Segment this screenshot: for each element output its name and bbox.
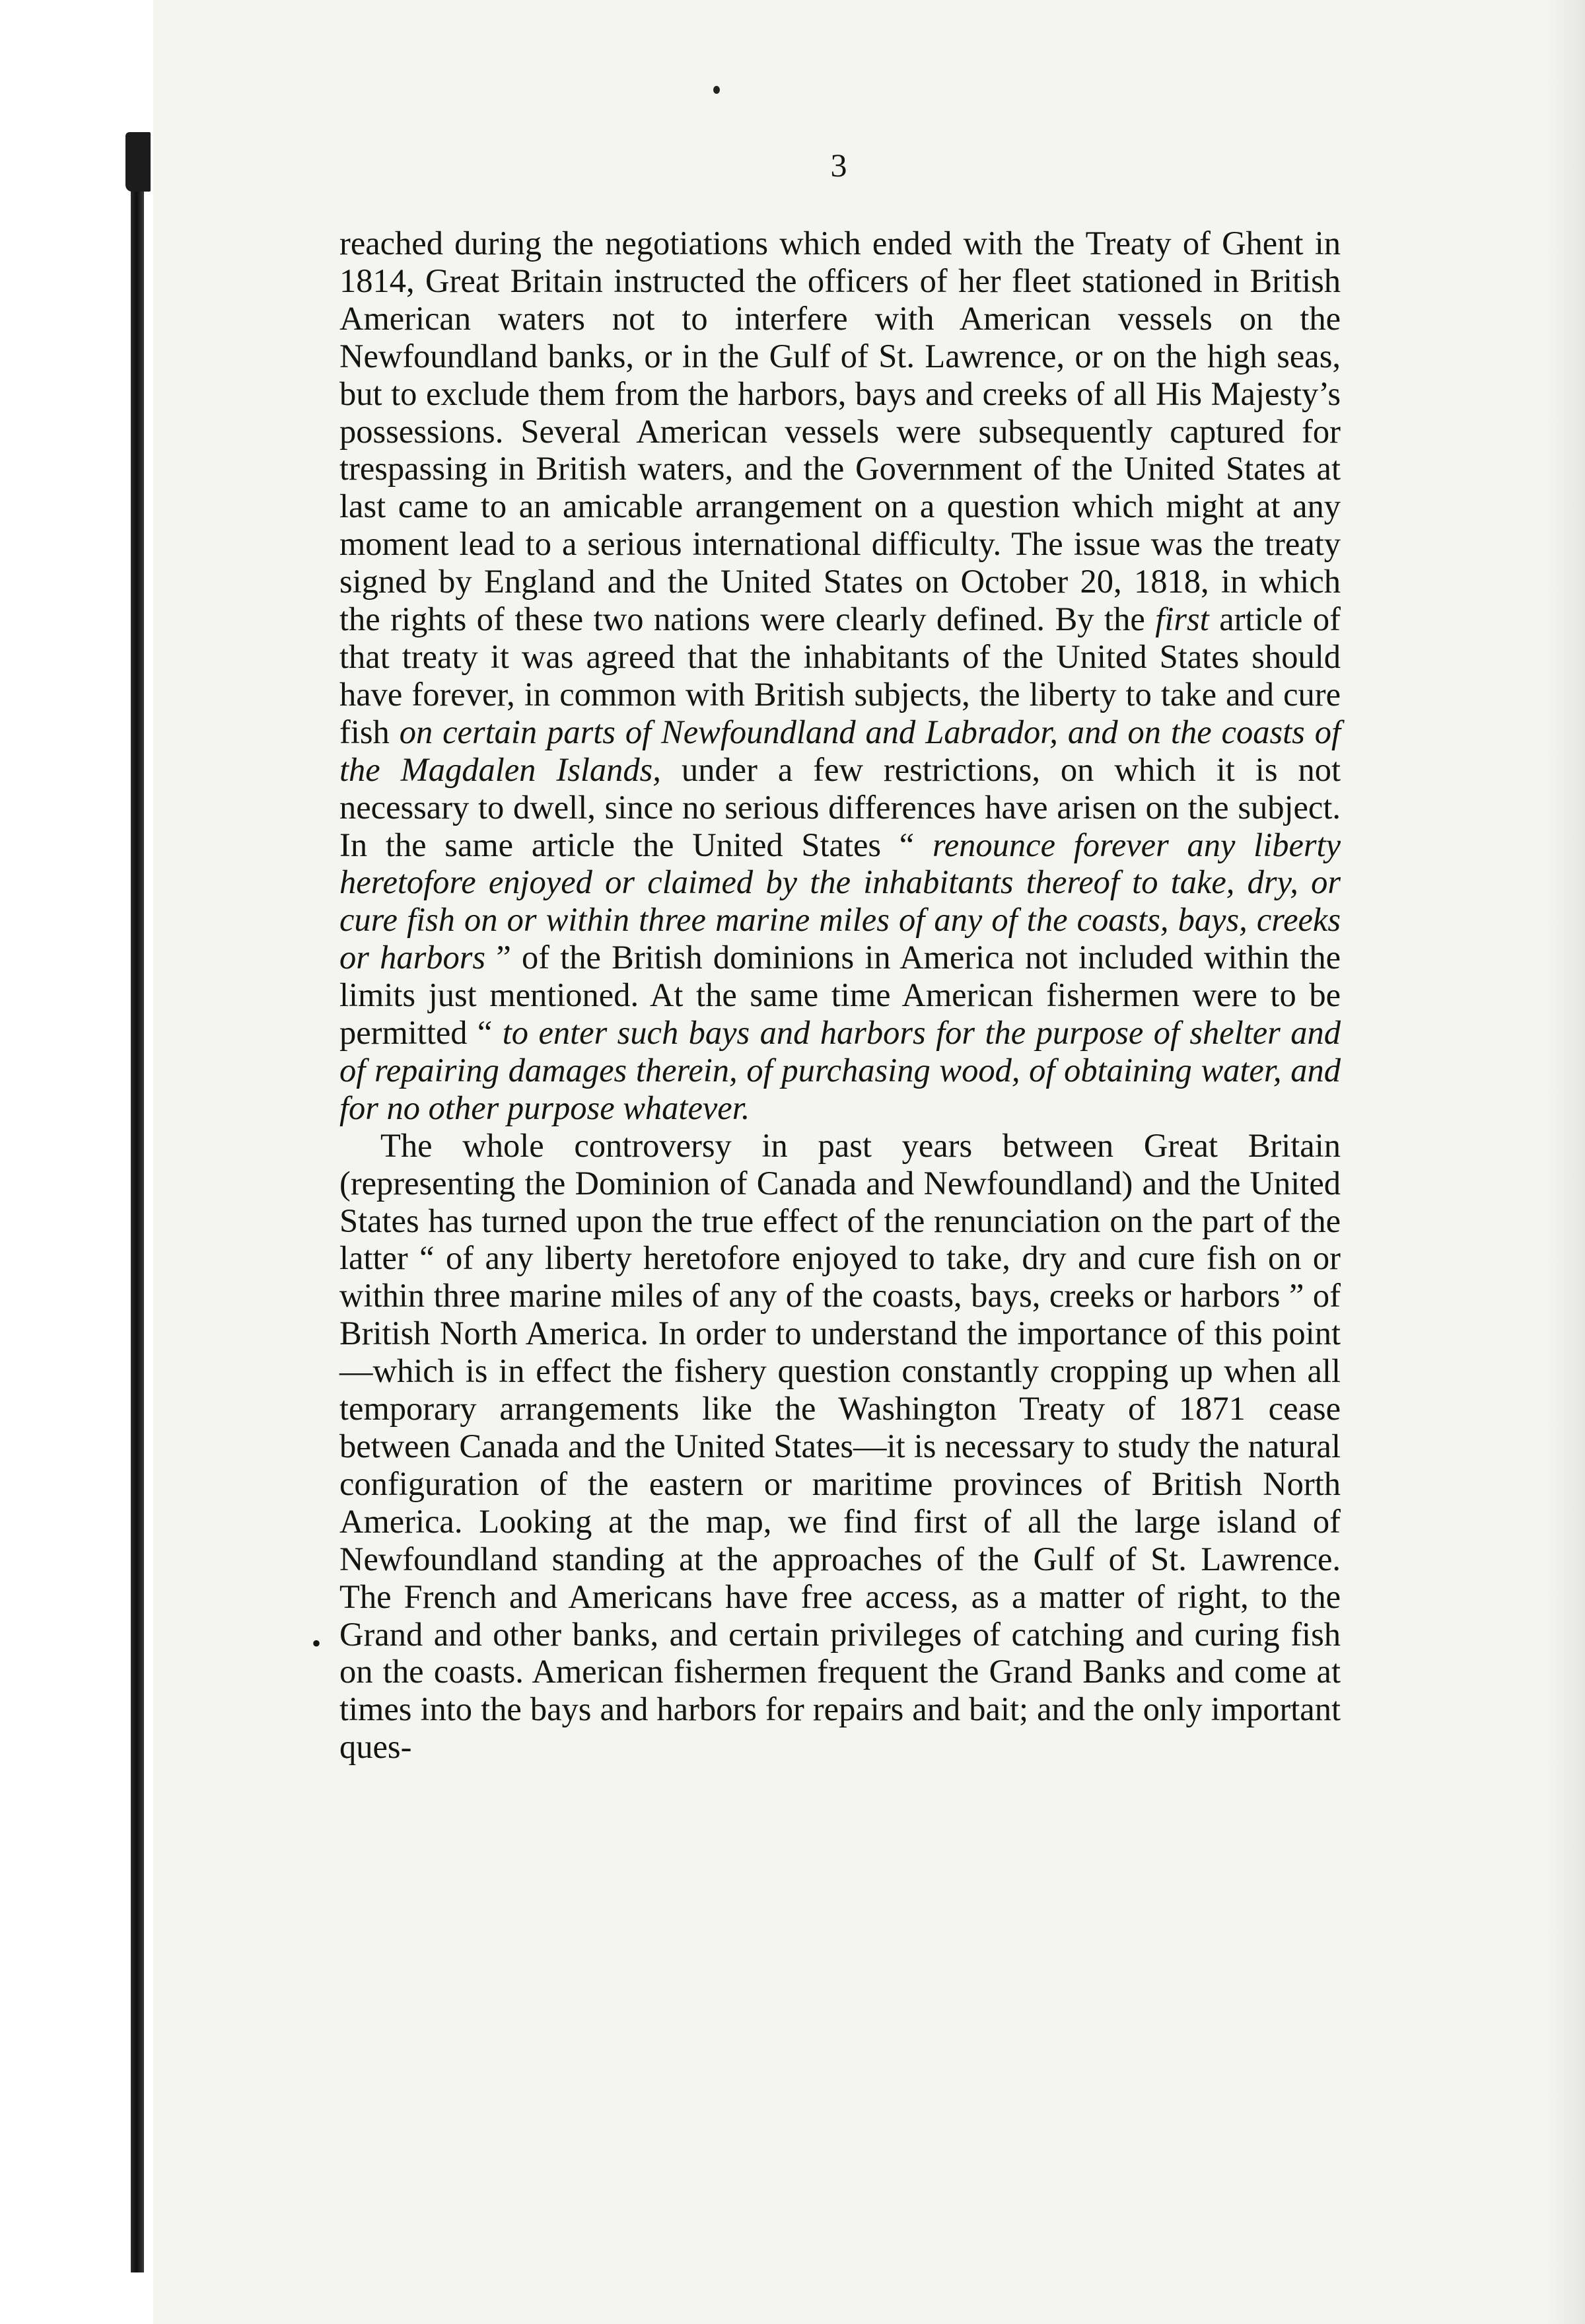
binding-edge	[131, 139, 144, 2272]
text-run-italic: on certain parts of Newfoundland and Labrador, and on the coasts of the Magdalen Islands,	[339, 713, 1341, 788]
text-run: under a few restrictions, on which it is not necessary to dwell, since no serious differences have arisen on the subject. In the same article the United States “	[339, 750, 1341, 863]
page-edge-shadow	[1545, 0, 1585, 2324]
text-run: article of that treaty it was agreed that the inhabitants of the United States should have forever, in common with British subjects, the liberty to take and cure fish	[339, 600, 1341, 750]
text-run: The whole controversy in past years between Great Britain (representing the Dominion of Canada and Newfoundland) and the United States has turned upon the true effect of the renunciation on the part of the latter “ of any liberty heretofore enjoyed to take, dry and cure fish on or within three marine miles of any of the coasts, bays, creeks or harbors ” of British North America. In order to understand the importance of this point—which is in effect the fishery question constantly cropping up when all temporary arrangements like the Washington Treaty of 1871 cease between Canada and the United States—it is necessary to study the natural configuration of the eastern or maritime provinces of British North America. Looking at the map, we find first of all the large island of Newfoundland standing at the approaches of the Gulf of St. Lawrence. The French and Americans have free access, as a matter of right, to the Grand and other banks, and certain privileges of catching and curing fish on the coasts. American fishermen frequent the Grand Banks and come at times into the bays and harbors for repairs and bait; and the only important ques-	[339, 1126, 1341, 1766]
text-run-italic: renounce forever any liberty heretofore enjoyed or claimed by the inhabitants thereof to take, dry, or cure fish on or within three marine miles of any of the coasts, bays, creeks or harbors	[339, 826, 1341, 976]
text-run-italic: to enter such bays and harbors for the purpose of shelter and of repairing damages therein, of purchasing wood, of obtaining water, and for no other purpose whatever.	[339, 1014, 1341, 1126]
paragraph-treaty-history	[339, 225, 1341, 1127]
text-run: reached during the negotiations which ended with the Treaty of Ghent in 1814, Great Britain instructed the officers of her fleet stationed in British American waters not to interfere with American vessels on the Newfoundland banks, or in the Gulf of St. Lawrence, or on the high seas, but to exclude them from the harbors, bays and creeks of all His Majesty’s possessions. Several American vessels were subsequently captured for trespassing in British waters, and the Government of the United States at last came to an amicable arrangement on a question which might at any moment lead to a serious international difficulty. The issue was the treaty signed by England and the United States on October 20, 1818, in which the rights of these two nations were clearly defined. By the	[339, 225, 1341, 638]
paragraph-controversy	[339, 1127, 1341, 1766]
text-run: ” of the British dominions in America not included within the limits just mentioned. At the same time American fishermen were to be permitted “	[339, 939, 1341, 1052]
margin-bullet-mark: •	[312, 1628, 322, 1658]
body-text	[339, 225, 1341, 1766]
binding-tab	[125, 132, 151, 192]
page-number: 3	[830, 147, 847, 184]
ink-dot	[713, 86, 720, 94]
text-run-italic: first	[1155, 600, 1209, 638]
